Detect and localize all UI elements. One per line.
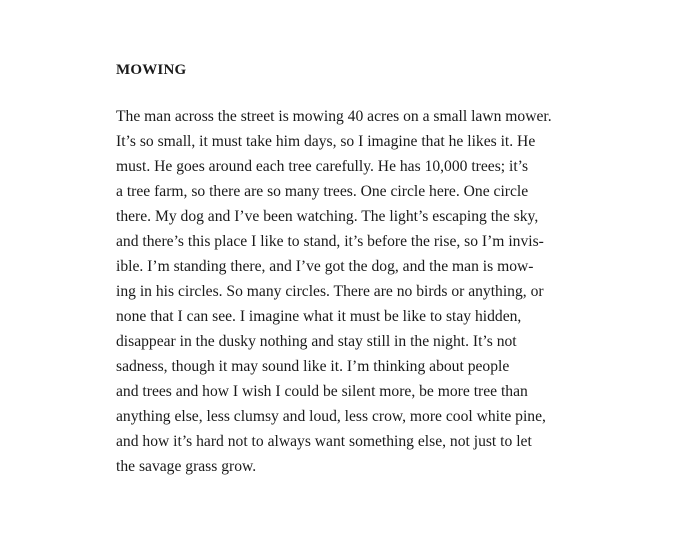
poem-body: [116, 104, 552, 479]
poem-line: It’s so small, it must take him days, so I imagine that he likes it. He: [116, 133, 536, 150]
poem-line: and trees and how I wish I could be silent more, be more tree than: [116, 383, 528, 400]
poem-line: sadness, though it may sound like it. I’m thinking about people: [116, 358, 510, 375]
poem-line: the savage grass grow.: [116, 458, 257, 475]
poem-line: and how it’s hard not to always want something else, not just to let: [116, 433, 532, 450]
poem-line: and there’s this place I like to stand, it’s before the rise, so I’m invis-: [116, 233, 544, 250]
poem-line: must. He goes around each tree carefully. He has 10,000 trees; it’s: [116, 158, 529, 175]
poem-title: MOWING: [116, 62, 187, 78]
poem-line: ible. I’m standing there, and I’ve got the dog, and the man is mow-: [116, 258, 534, 275]
poem-line: ing in his circles. So many circles. There are no birds or anything, or: [116, 283, 544, 300]
poem-line: a tree farm, so there are so many trees. One circle here. One circle: [116, 183, 529, 200]
poem-line: there. My dog and I’ve been watching. The light’s escaping the sky,: [116, 208, 539, 225]
poem-line: The man across the street is mowing 40 acres on a small lawn mower.: [116, 108, 552, 125]
poem-line: none that I can see. I imagine what it must be like to stay hidden,: [116, 308, 522, 325]
poem-line: disappear in the dusky nothing and stay still in the night. It’s not: [116, 333, 517, 350]
poem-line: anything else, less clumsy and loud, less crow, more cool white pine,: [116, 408, 546, 425]
